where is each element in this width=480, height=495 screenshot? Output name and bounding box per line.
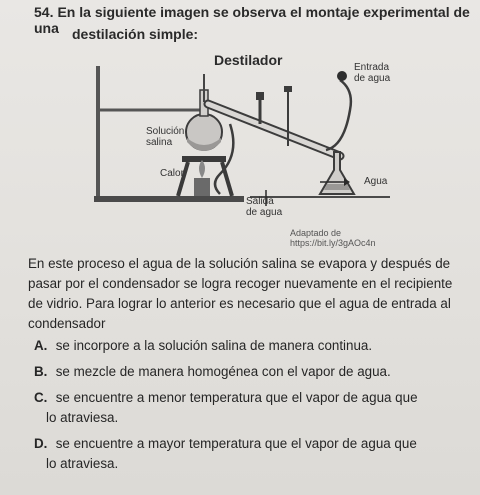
option-a-letter: A.: [34, 338, 48, 353]
option-d-letter: D.: [34, 436, 48, 451]
clamp-head: [256, 92, 264, 100]
question-number: 54.: [34, 4, 54, 20]
option-a[interactable]: [34, 338, 372, 353]
distilled-water: [324, 184, 350, 190]
question-text-1: En la siguiente imagen se observa el montaje experimental de una: [34, 4, 470, 36]
inlet-label: [354, 62, 390, 84]
option-b[interactable]: [34, 364, 391, 379]
paragraph-line-3: de vidrio. Para lograr lo anterior es necesario que el agua de entrada al: [28, 296, 451, 311]
option-d-text: se encuentre a mayor temperatura que el vapor de agua que: [55, 436, 417, 451]
flame-icon: [199, 160, 205, 178]
option-c-continuation: lo atraviesa.: [46, 410, 119, 425]
option-a-text: se incorpore a la solución salina de manera continua.: [55, 338, 373, 353]
stand-rod: [96, 66, 100, 196]
option-c-letter: C.: [34, 390, 48, 405]
paragraph-line-2: pasar por el condensador se logra recoger nuevamente en el recipiente: [28, 276, 453, 291]
question-line-2: destilación simple:: [72, 26, 199, 42]
burner: [194, 178, 210, 196]
solution-label-line-2: salina: [146, 137, 173, 148]
inlet-label-line-1: Entrada: [354, 62, 390, 73]
distillation-figure: [90, 46, 410, 246]
inlet-tap-icon: [337, 71, 347, 81]
tripod-ring: [182, 156, 226, 162]
outlet-label: [246, 196, 282, 218]
heat-label: Calor: [160, 168, 184, 179]
option-b-text: se mezcle de manera homogénea con el vapor de agua.: [55, 364, 391, 379]
figure-title: Destilador: [214, 52, 283, 68]
stand-base: [94, 196, 244, 202]
solution-label-line-1: Solución: [146, 126, 185, 137]
outlet-label-line-2: de agua: [246, 207, 283, 218]
water-inlet-tube: [326, 80, 351, 150]
paragraph-line-4: condensador: [28, 316, 106, 331]
water-label: Agua: [364, 176, 388, 187]
problem-paragraph: [28, 254, 468, 334]
solution-label: [146, 126, 184, 148]
option-d[interactable]: [34, 436, 417, 451]
option-b-letter: B.: [34, 364, 48, 379]
option-c-text: se encuentre a menor temperatura que el vapor de agua que: [55, 390, 418, 405]
option-c[interactable]: [34, 390, 418, 405]
figure-credit: Adaptado de https://bit.ly/3gAOc4n: [290, 228, 376, 248]
inlet-label-line-2: de agua: [354, 73, 391, 84]
outlet-label-line-1: Salida: [246, 196, 274, 207]
paragraph-line-1: En este proceso el agua de la solución salina se evapora y después de: [28, 256, 451, 271]
option-d-continuation: lo atraviesa.: [46, 456, 119, 471]
condenser-inner: [208, 104, 340, 156]
